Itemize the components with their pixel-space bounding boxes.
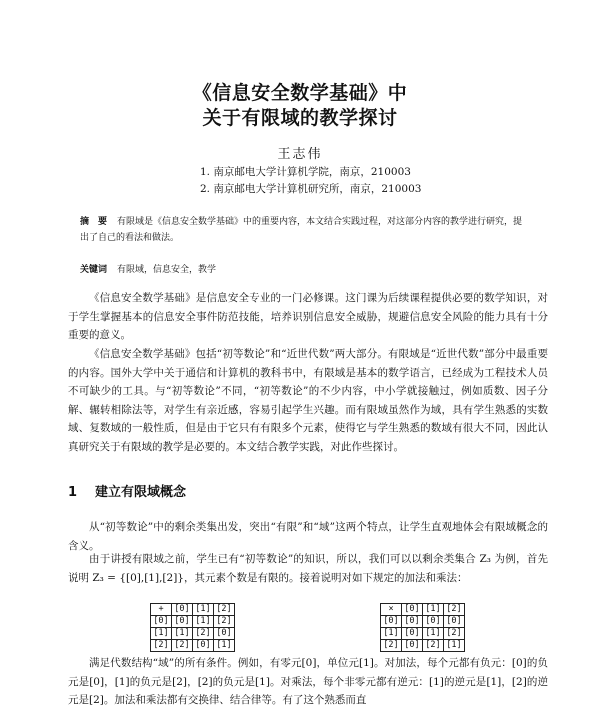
table-row [381, 616, 465, 628]
table-row [151, 604, 235, 616]
section-title: 建立有限域概念 [95, 485, 187, 500]
table-cell: [0] [402, 604, 423, 616]
paper-title-line-2: 关于有限域的教学探讨 [202, 107, 398, 129]
table-cell: [0] [172, 616, 193, 628]
paper-title-line-1: 《信息安全数学基础》中 [192, 82, 408, 104]
keywords-label: 关键词 [80, 265, 108, 275]
table-row [151, 616, 235, 628]
author-name: 王志伟 [277, 147, 323, 162]
table-cell: [2] [193, 628, 214, 640]
table-cell: [2] [423, 640, 444, 652]
keywords-text: 有限域，信息安全，教学 [117, 265, 217, 275]
table-cell: [2] [444, 604, 465, 616]
abstract-label: 摘 要 [80, 217, 108, 227]
addition-table [150, 603, 235, 652]
table-cell: [0] [423, 616, 444, 628]
table-cell: [2] [214, 616, 235, 628]
table-cell: [0] [444, 616, 465, 628]
table-cell: [0] [193, 640, 214, 652]
section-number: 1 [68, 485, 78, 500]
table-cell: [1] [423, 628, 444, 640]
table-row [381, 628, 465, 640]
multiplication-table [380, 603, 465, 652]
abstract-text: 有限域是《信息安全数学基础》中的重要内容，本文结合实践过程，对这部分内容的教学进行研究，提出了自己的看法和做法。 [80, 217, 523, 243]
table-cell: × [381, 604, 402, 616]
table-cell: [0] [402, 616, 423, 628]
table-row [381, 640, 465, 652]
table-cell: [2] [381, 640, 402, 652]
table-cell: [0] [402, 640, 423, 652]
table-cell: [2] [444, 628, 465, 640]
table-row [151, 628, 235, 640]
table-cell: [1] [193, 616, 214, 628]
table-row [151, 640, 235, 652]
table-cell: [0] [172, 604, 193, 616]
table-cell: [2] [151, 640, 172, 652]
table-cell: [0] [402, 628, 423, 640]
paragraph-intro-1: 《信息安全数学基础》是信息安全专业的一门必修课。这门课为后续课程提供必要的数学知识，对于学生掌握基本的信息安全事件防范技能，培养识别信息安全威胁，规避信息安全风险的能力具有十分重要的意义。 [68, 292, 548, 341]
table-cell: [1] [193, 604, 214, 616]
table-cell: [1] [214, 640, 235, 652]
table-cell: [1] [151, 628, 172, 640]
keywords [80, 262, 530, 275]
abstract [80, 214, 530, 246]
section-heading [68, 481, 186, 500]
affiliation-1: 1. 南京邮电大学计算机学院，南京，210003 [200, 166, 411, 178]
paragraph-section-1: 从“初等数论”中的剩余类集出发，突出“有限”和“域”这两个特点，让学生直观地体会有限域概念的含义。 [68, 521, 548, 552]
table-cell: [0] [214, 628, 235, 640]
table-cell: [1] [172, 628, 193, 640]
paragraph-section-3: 满足代数结构“域”的所有条件。例如，有零元[0]，单位元[1]。对加法，每个元都有负元：[0]的负元是[0]，[1]的负元是[2]，[2]的负元是[1]。对乘法，每个非零元都有逆元：[1]的逆元是[1]，[2]的逆元是[2]。加法和乘法都有交换律、结合律等。有了这个熟悉而直 [68, 657, 548, 706]
table-cell: [1] [444, 640, 465, 652]
table-cell: [2] [214, 604, 235, 616]
table-cell: [2] [172, 640, 193, 652]
table-cell: [0] [381, 616, 402, 628]
affiliation-2: 2. 南京邮电大学计算机研究所，南京，210003 [200, 183, 422, 195]
table-cell: + [151, 604, 172, 616]
table-cell: [0] [151, 616, 172, 628]
table-row [381, 604, 465, 616]
paragraph-intro-2: 《信息安全数学基础》包括“初等数论”和“近世代数”两大部分。有限域是“近世代数”部分中最重要的内容。国外大学中关于通信和计算机的教科书中，有限域是基本的数学语言，已经成为工程技术人员不可缺少的工具。与“初等数论”不同，“初等数论”的不少内容，中小学就接触过，例如质数、因子分解、辗转相除法等，对学生有亲近感，容易引起学生兴趣。而有限域虽然作为域，具有学生熟悉的实数域、复数域的一般性质，但是由于它只有有限多个元素，使得它与学生熟悉的数域有很大不同，因此认真研究关于有限域的教学是必要的。本文结合教学实践，对此作些探讨。 [68, 348, 548, 453]
table-cell: [1] [381, 628, 402, 640]
paragraph-section-2: 由于讲授有限域之前，学生已有“初等数论”的知识，所以，我们可以以剩余类集合 Z₃ 为例，首先说明 Z₃ = {[0],[1],[2]}，其元素个数是有限的。接着说明对如下规定的加法和乘法： [68, 553, 548, 584]
table-cell: [1] [423, 604, 444, 616]
